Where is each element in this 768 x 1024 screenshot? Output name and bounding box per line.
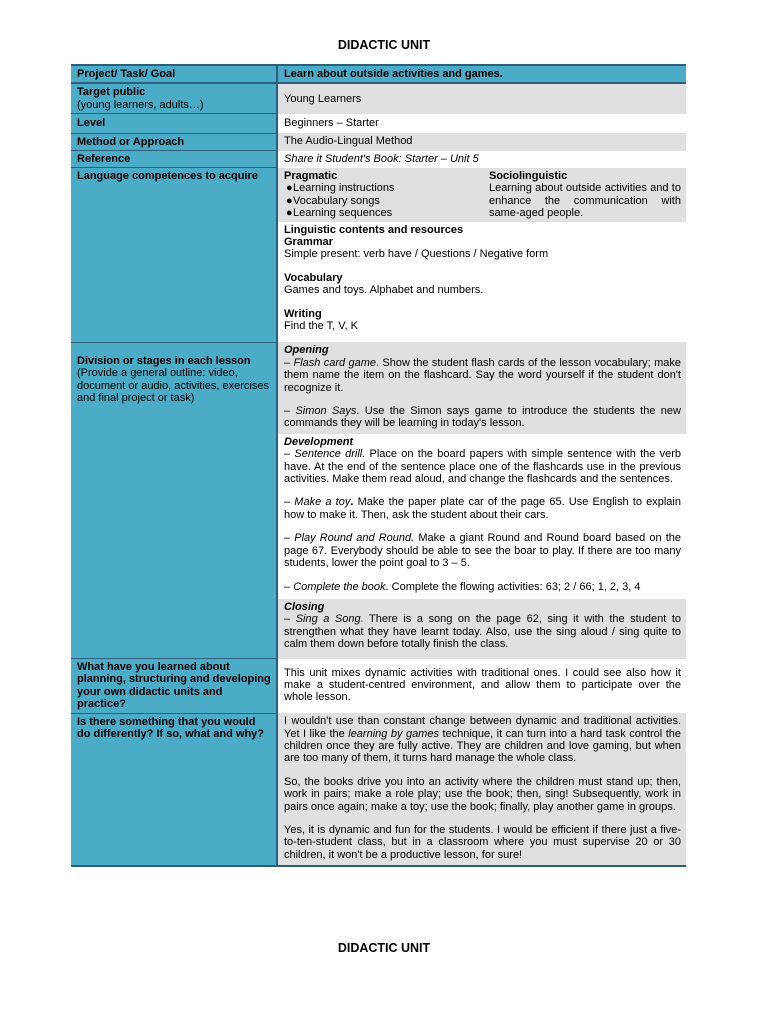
didactic-unit-table [71,64,686,867]
division-label: Division or stages in each lesson (Provide a general outline: video, document or audio, activities, exercises and final project or task) [71,342,277,658]
method-value: The Audio-Lingual Method [277,133,686,150]
row-division-opening [71,342,686,433]
list-item: ●Learning sequences [286,207,393,220]
linguistic-contents: Linguistic contents and resources Grammar Simple present: verb have / Questions / Negative form Vocabulary Games and toys. Alphabet and numbers. Writing Find the T, V, K [277,222,686,343]
row-method [71,133,686,150]
development-stage: Development – Sentence drill. Place on the board papers with simple sentence with the verb have. At the end of the sentence place one of the flashcards use in the previous activities. Make them read aloud, and change the flashcards and the sentences. – Make a toy. Make the paper plate car of the page 65. Use English to explain how to make it. Then, ask the student about their cars. – Play Round and Round. Make a giant Round and Round board based on the page 67. Everybody should be able to see the boar to play. If there are too many students, lower the point goal to 3 – 5. – Complete the book. Complete the flowing activities: 63; 2 / 66; 1, 2, 3, 4 [277,434,686,599]
reflection-value: This unit mixes dynamic activities with traditional ones. I could see also how it make a student-centred environment, and allow them to participate over the whole lesson. [277,659,686,714]
level-value: Beginners – Starter [277,114,686,133]
project-value: Learn about outside activities and games. [277,65,686,83]
footer-title: DIDACTIC UNIT [337,941,431,955]
target-value: Young Learners [277,83,686,113]
differently-label: Is there something that you would do differently? If so, what and why? [71,713,277,866]
project-label: Project/ Task/ Goal [71,65,277,83]
row-reflection [71,659,686,714]
target-label: Target public (young learners, adults…) [71,83,277,113]
row-competences [71,168,686,222]
row-level [71,114,686,133]
competences-pragmatic-socio [277,168,686,222]
reference-label: Reference [71,151,277,168]
closing-stage: Closing – Sing a Song. There is a song on the page 62, sing it with the student to strengthen what they have learnt today. Also, use the sing aloud / sing quite to calm them down before totally finish the class. [277,599,686,659]
reference-value: Share it Student's Book: Starter – Unit 5 [277,151,686,168]
row-target [71,83,686,113]
pragmatic-block: Pragmatic ●Learning instructions ●Vocabulary songs ●Learning sequences [284,170,489,220]
document-title: DIDACTIC UNIT [337,38,431,52]
reflection-label: What have you learned about planning, structuring and developing your own didactic units and practice? [71,659,277,714]
list-item: ●Vocabulary songs [286,194,380,207]
differently-value: I wouldn't use than constant change between dynamic and traditional activities. Yet I like the learning by games technique, it can turn into a hard task control the children once they are fully active. They are children and love gaming, but when are too many of them, it turns hard manage the whole class. So, the books drive you into an activity where the children must stand up; then, work in pairs; make a role play; use the book; then, sing! Subsequently, work in pairs once again; make a toy; use the book; finally, play another game in groups. Yes, it is dynamic and fun for the students. I would be efficient if there just a five-to-ten-student class, but in a classroom where you must supervise 20 or 30 children, it won't be a productive lesson, for sure! [277,713,686,866]
row-project [71,65,686,83]
sociolinguistic-block: Sociolinguistic Learning about outside activities and to enhance the communication with same-aged people. [489,169,681,220]
list-item: ●Learning instructions [286,182,395,195]
row-differently [71,713,686,866]
method-label: Method or Approach [71,133,277,150]
competences-label: Language competences to acquire [71,168,277,342]
row-reference [71,151,686,168]
opening-stage: Opening – Flash card game. Show the student flash cards of the lesson vocabulary; make them name the item on the flashcard. Say the word yourself if the student don't recognize it. – Simon Says. Use the Simon says game to introduce the students the new commands they will be learning in today's lesson. [277,342,686,433]
level-label: Level [71,114,277,133]
